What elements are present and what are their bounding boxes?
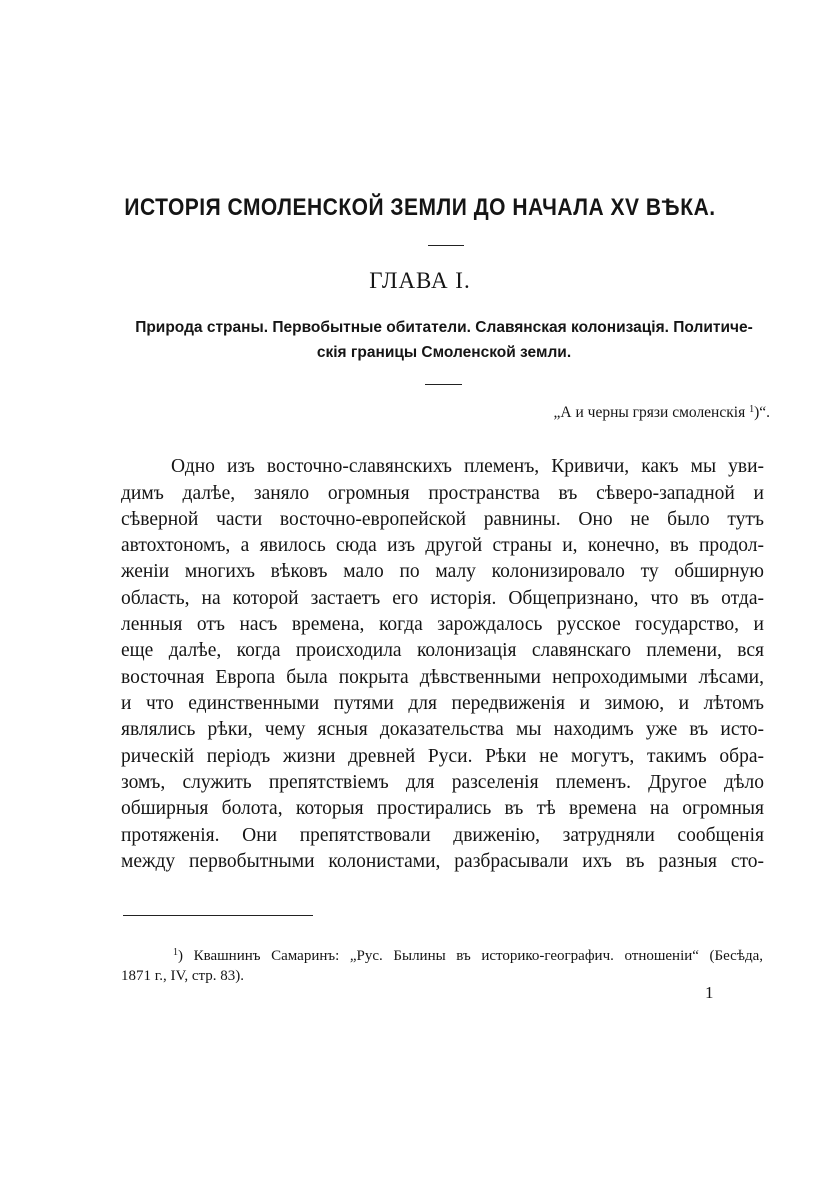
epigraph-text: „А и черны грязи смоленскія <box>553 404 750 421</box>
epigraph-text-end: )“. <box>754 404 770 421</box>
body-line: обширныя болота, которыя простирались въ тѣ времена на огромныя <box>121 798 764 819</box>
body-line: восточная Европа была покрыта дѣвственными непроходимыми лѣсами, <box>121 667 764 688</box>
body-line: автохтономъ, а явилось сюда изъ другой страны и, конечно, въ продол- <box>121 535 764 556</box>
page-number: 1 <box>705 983 714 1002</box>
page-title: ИСТОРІЯ СМОЛЕНСКОЙ ЗЕМЛИ ДО НАЧАЛА XV ВѢКА. <box>124 194 716 221</box>
footnote-text: ) Квашнинъ Самаринъ: „Рус. Былины въ историко-географич. отношеніи“ (Бесѣда, <box>178 948 763 964</box>
body-line: являлись рѣки, чему ясныя доказательства мы находимъ уже въ исто- <box>121 719 764 740</box>
body-line: сѣверной части восточно-европейской равнины. Оно не было тутъ <box>121 509 764 530</box>
body-line: еще далѣе, когда происходила колонизація славянскаго племени, вся <box>121 640 764 661</box>
subtitle-divider <box>425 384 462 385</box>
body-line: между первобытными колонистами, разбрасывали ихъ въ разныя сто- <box>121 851 764 872</box>
chapter-heading: ГЛАВА I. <box>369 268 471 293</box>
footnote-continuation: 1871 г., IV, стр. 83). <box>121 968 244 984</box>
body-line: и что единственными путями для передвиженія и зимою, и лѣтомъ <box>121 693 764 714</box>
footnote-number: 1 <box>173 947 178 958</box>
subtitle-line: скія границы Смоленской земли. <box>316 344 572 361</box>
body-line: женіи многихъ вѣковъ мало по малу колонизировало ту обширную <box>121 561 764 582</box>
subtitle-line: Природа страны. Первобытные обитатели. Славянская колонизація. Политиче- <box>135 319 753 336</box>
chapter-subtitle <box>118 315 770 365</box>
body-line: протяженія. Они препятствовали движенію, затрудняли сообщенія <box>121 825 764 846</box>
footnote-mark: 1 <box>749 404 755 415</box>
body-line: зомъ, служить препятствіемъ для разселенія племенъ. Другое дѣло <box>121 772 764 793</box>
body-line: димъ далѣе, заняло огромныя пространства въ сѣверо-западной и <box>121 483 764 504</box>
body-line: рическій періодъ жизни древней Руси. Рѣки не могутъ, такимъ обра- <box>121 746 764 767</box>
footnote-divider <box>123 915 313 916</box>
body-line: Одно изъ восточно-славянскихъ племенъ, Кривичи, какъ мы уви- <box>171 456 764 477</box>
epigraph <box>554 404 770 422</box>
body-line: ленныя отъ насъ времена, когда зарождалось русское государство, и <box>121 614 764 635</box>
body-line: область, на которой застаетъ его исторія. Общепризнано, что въ отда- <box>121 588 764 609</box>
title-divider <box>428 245 464 246</box>
